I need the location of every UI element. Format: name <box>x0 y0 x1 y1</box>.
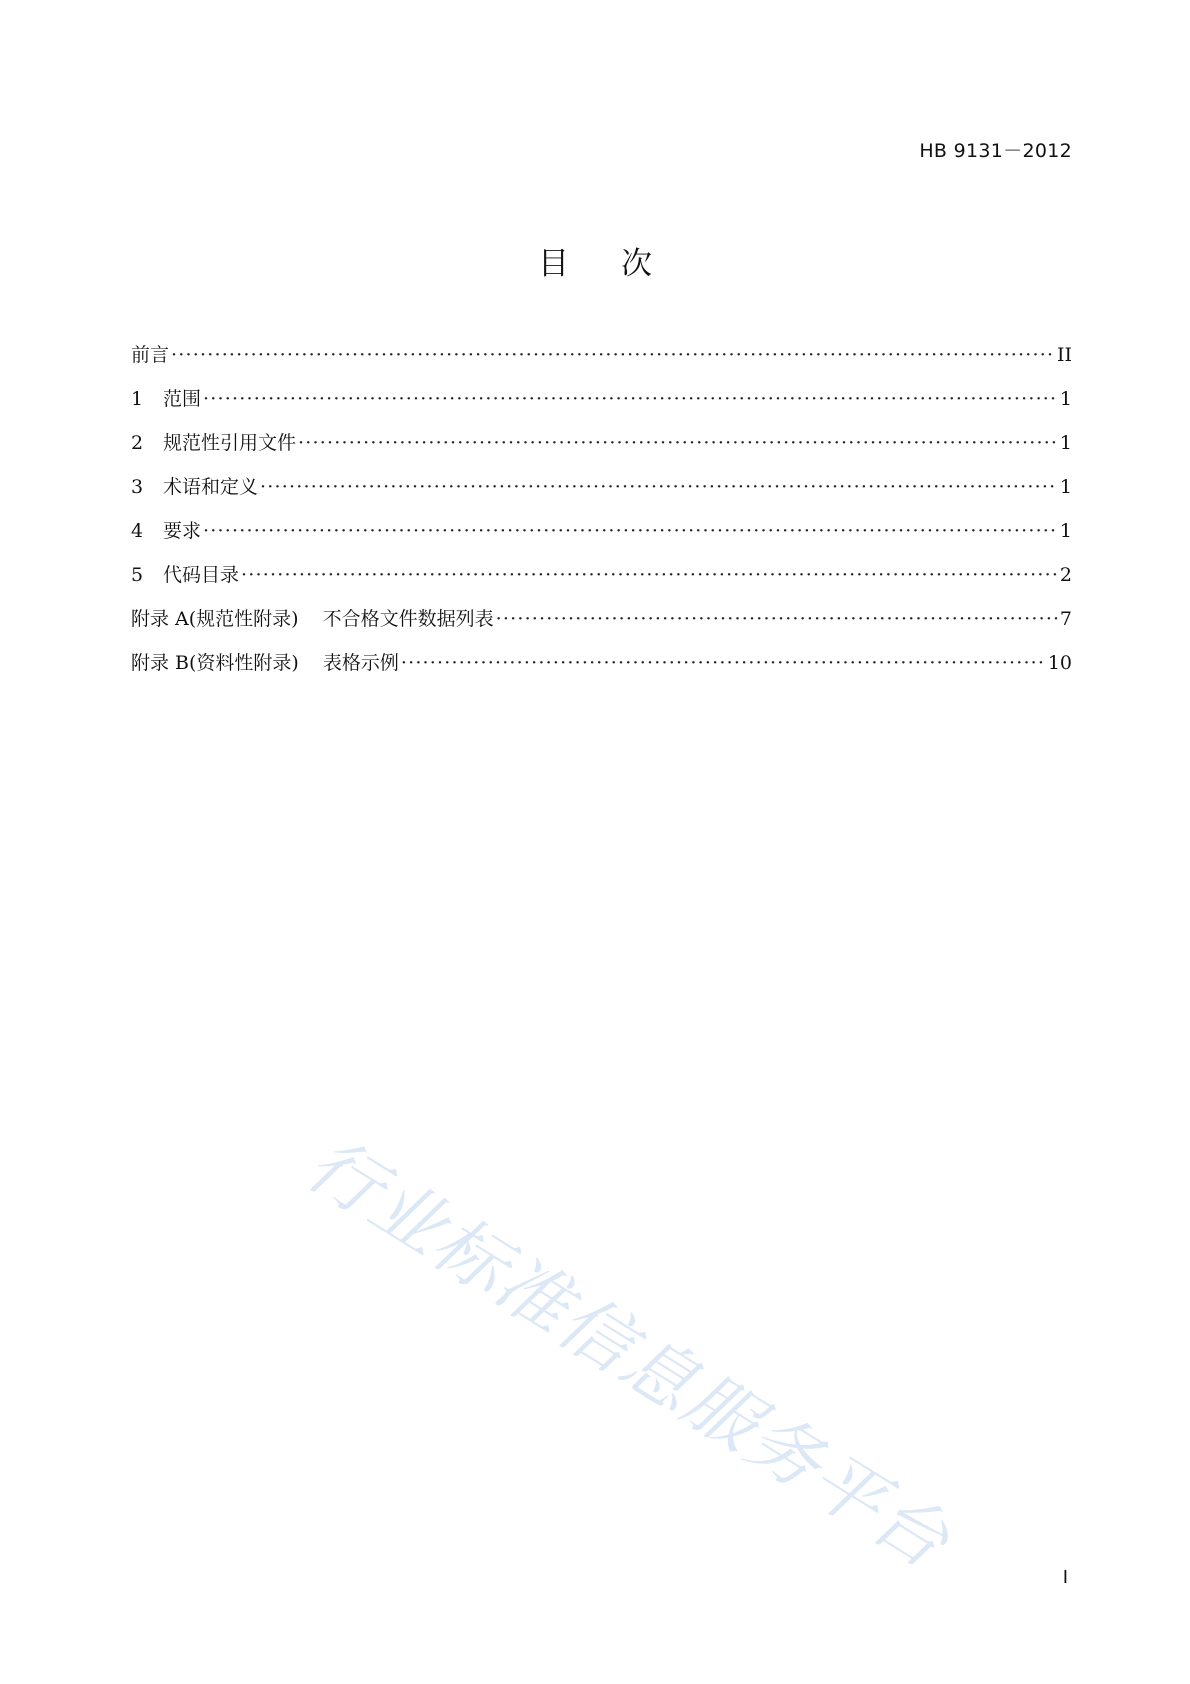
toc-entry-label: 要求 <box>163 520 202 542</box>
toc-entry-label: 范围 <box>163 388 202 410</box>
toc-entry-number: 2 <box>131 432 144 454</box>
toc-entry-number: 4 <box>131 520 144 542</box>
toc-leader-dots <box>401 652 1046 674</box>
toc-entry-page: 2 <box>1059 564 1072 586</box>
toc-title: 目次 <box>538 246 704 282</box>
toc-entry-scope[interactable] <box>131 384 1072 428</box>
toc-entry-appendix-b[interactable] <box>131 648 1072 692</box>
toc-entry-appendix-a[interactable] <box>131 604 1072 648</box>
toc-leader-dots <box>203 520 1058 542</box>
toc-leader-dots <box>496 608 1058 630</box>
toc-entry-number: 5 <box>131 564 144 586</box>
toc-entry-normative-references[interactable] <box>131 428 1072 472</box>
toc-entry-label: 附录 B(资料性附录) <box>131 652 299 674</box>
toc-leader-dots <box>298 432 1058 454</box>
toc-entry-page: 7 <box>1059 608 1072 630</box>
toc-entry-number: 1 <box>131 388 144 410</box>
toc-entry-page: 1 <box>1059 476 1072 498</box>
toc-entry-label: 前言 <box>131 344 170 366</box>
document-code: HB 9131－2012 <box>919 140 1072 162</box>
watermark: 行业标准信息服务平台 <box>292 1121 965 1585</box>
toc-entry-label: 代码目录 <box>163 564 240 586</box>
toc-entry-page: 1 <box>1059 388 1072 410</box>
toc-leader-dots <box>171 344 1055 366</box>
toc-leader-dots <box>260 476 1058 498</box>
toc-entry-code-directory[interactable] <box>131 560 1072 604</box>
toc-leader-dots <box>241 564 1058 586</box>
toc-leader-dots <box>203 388 1058 410</box>
toc-entry-page: 10 <box>1047 652 1072 674</box>
page-number: I <box>1062 1567 1068 1588</box>
toc-entry-subtitle: 不合格文件数据列表 <box>322 608 494 630</box>
toc-entry-page: 1 <box>1059 432 1072 454</box>
table-of-contents <box>131 340 1072 692</box>
toc-entry-subtitle: 表格示例 <box>322 652 399 674</box>
toc-entry-label: 术语和定义 <box>163 476 259 498</box>
toc-entry-requirements[interactable] <box>131 516 1072 560</box>
toc-entry-page: 1 <box>1059 520 1072 542</box>
toc-entry-foreword[interactable] <box>131 340 1072 384</box>
toc-entry-terms-definitions[interactable] <box>131 472 1072 516</box>
toc-entry-label: 附录 A(规范性附录) <box>131 608 299 630</box>
toc-entry-page: II <box>1056 344 1072 366</box>
toc-entry-label: 规范性引用文件 <box>163 432 297 454</box>
toc-entry-number: 3 <box>131 476 144 498</box>
